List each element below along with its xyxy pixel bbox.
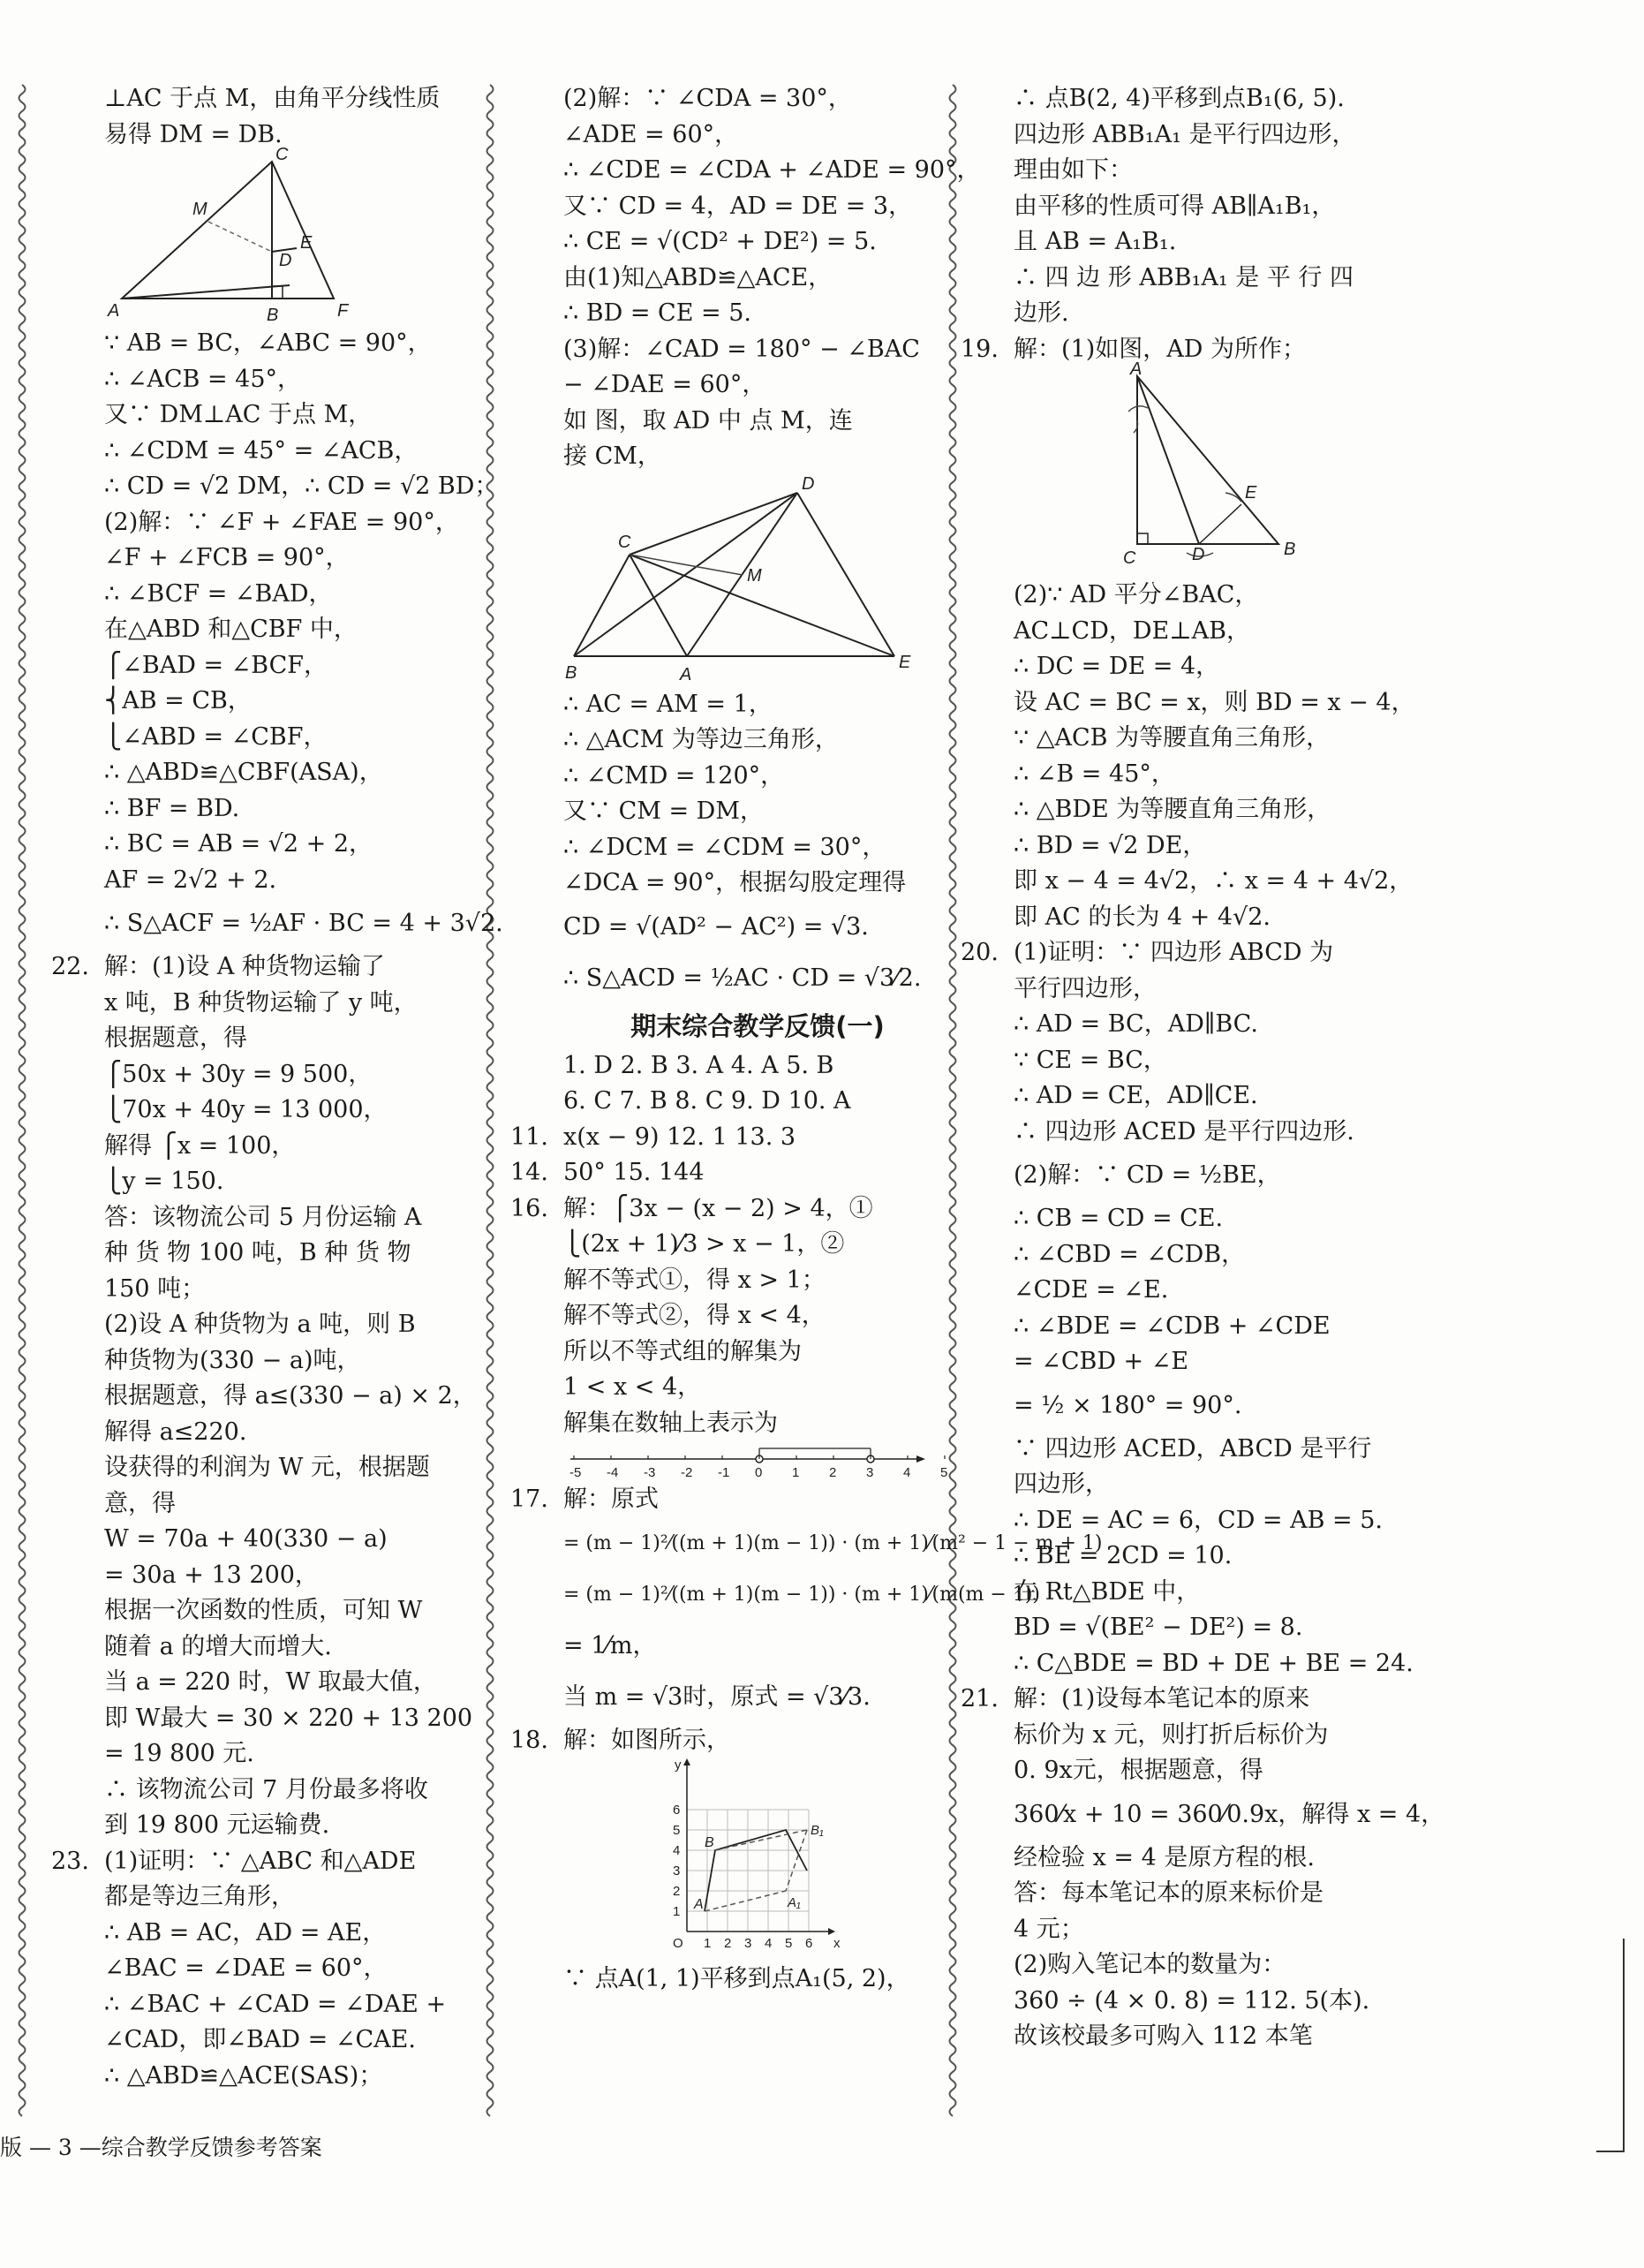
text-line: 解不等式①，得 x > 1； [563,1266,826,1294]
label-y-axis: y [675,1758,682,1773]
text-line: ∴ BD = √2 DE， [1014,831,1207,859]
text-line: 150 吨； [104,1274,206,1303]
text-line: ∴ △ABD≌△CBF(ASA)， [104,759,383,786]
label-a: A [1130,359,1143,379]
text-line: ∴ CE = √(CD² + DE²) = 5. [563,228,877,255]
label-a: A [680,664,692,684]
text-line: ⎩y = 150. [104,1168,224,1195]
text-line: ∴ CB = CD = CE. [1014,1205,1224,1232]
label-c: C [1123,548,1136,568]
text-line: ∴ ∠BAC + ∠CAD = ∠DAE + [104,1990,447,2018]
question-19 [961,332,1402,368]
text-line: ∴ ∠CDM = 45° = ∠ACB， [104,436,419,465]
text-line: 根据一次函数的性质，可知 W [104,1597,423,1624]
text-line: 故该校最多可购入 112 本笔 [1014,2022,1313,2050]
text-line: ∠ADE = 60°， [563,120,739,148]
label-e: E [300,233,313,253]
text-line: ∴ ∠CBD = ∠CDB， [1014,1240,1246,1268]
text-line: ∵ AB = BC，∠ABC = 90°， [104,329,432,357]
question-number: 19. [961,335,999,363]
text-line: 标价为 x 元，则打折后标价为 [1014,1720,1329,1749]
text-line: 且 AB = A₁B₁. [1014,228,1177,255]
text-line: ∵ △ACB 为等腰直角三角形， [1014,724,1331,752]
x-tick-label: 6 [805,1936,813,1951]
text-line: 即 AC 的长为 4 + 4√2. [1014,903,1271,931]
text-line: ⎧50x + 30y = 9 500， [104,1060,373,1088]
text-line: (2)解：∵ ∠CDA = 30°， [563,85,852,112]
label-b: B [705,1835,714,1850]
figure-quadrilateral-bcde [563,475,952,687]
x-tick-label: 5 [785,1936,793,1951]
question-21 [961,1682,1402,1718]
text-line: ∴ C△BDE = BD + DE + BE = 24. [1014,1649,1414,1677]
text-line: ∵ CE = BC， [1014,1046,1167,1074]
number-line-tick-label: -4 [607,1465,619,1480]
text-line: = (m − 1)²⁄((m + 1)(m − 1)) · (m + 1)⁄(m(m − 1)) [563,1583,1040,1606]
text-line: ∴ CD = √2 DM，∴ CD = √2 BD； [104,472,499,500]
text-line: 4 元； [1014,1915,1084,1943]
question-22 [51,949,475,986]
text-line: 即 x − 4 = 4√2，∴ x = 4 + 4√2， [1014,867,1414,895]
x-tick-label: 4 [765,1936,773,1951]
label-e: E [1245,483,1257,503]
question-18 [510,1723,952,1759]
text-line: ∴ DC = DE = 4， [1014,653,1220,680]
text-line: 都是等边三角形， [104,1883,295,1910]
text-line: 解不等式②，得 x < 4， [563,1302,826,1329]
question-23 [51,1844,475,1880]
text-line: ∴ S△ACD = ½AC · CD = √3⁄2. [563,964,922,992]
text-line: (2)∵ AD 平分∠BAC， [1014,581,1259,609]
text-line: 又∵ DM⊥AC 于点 M， [104,401,373,428]
figure-right-triangle-abc [1014,359,1402,578]
text-line: ∴ AD = BC，AD∥BC. [1014,1010,1258,1038]
text-line: ∴ DE = AC = 6，CD = AB = 5. [1014,1506,1384,1534]
text-line: = ∠CBD + ∠E [1014,1348,1189,1375]
text-line: AF = 2√2 + 2. [104,866,277,894]
text-line: = 1⁄m， [563,1631,657,1659]
text-line: ∴ AC = AM = 1， [563,690,773,718]
text-line: 在 Rt△BDE 中， [1014,1577,1201,1606]
text-line: ∴ ∠B = 45°， [1014,760,1175,788]
y-tick-label: 4 [673,1843,681,1858]
y-tick-label: 3 [673,1864,681,1879]
question-20 [961,935,1402,971]
label-d: D [1192,545,1205,564]
text-line: 答：该物流公司 5 月份运输 A [104,1203,422,1231]
text-line: 50° 15. 144 [563,1159,705,1186]
number-line-tick-label: -5 [569,1465,582,1480]
question-number: 21. [961,1685,999,1712]
text-line: (2)设 A 种货物为 a 吨，则 B [104,1311,416,1338]
text-line: (2)解：∵ ∠F + ∠FAE = 90°， [104,508,459,536]
text-line: ⎩70x + 40y = 13 000， [104,1096,388,1123]
question-11 [510,1120,952,1156]
x-tick-label: 1 [704,1936,712,1951]
number-line-tick-label: -3 [644,1465,656,1480]
text-line: (2)购入笔记本的数量为： [1014,1951,1286,1978]
text-line: 随着 a 的增大而增大. [104,1632,332,1660]
y-tick-label: 2 [673,1884,681,1899]
text-line: ∠CDE = ∠E. [1014,1276,1169,1304]
text-line: (1)证明：∵ 四边形 ABCD 为 [1014,939,1334,966]
number-line-tick-label: 0 [755,1465,763,1480]
text-line: 根据题意，得 [104,1024,247,1052]
text-line: 6. C 7. B 8. C 9. D 10. A [563,1087,851,1115]
text-line: 答：每本笔记本的原来标价是 [1014,1879,1323,1907]
text-line: 解集在数轴上表示为 [563,1409,778,1437]
text-line: 经检验 x = 4 是原方程的根. [1014,1843,1315,1871]
text-line: 接 CM， [563,442,661,470]
label-b: B [267,306,279,325]
text-line: 1 < x < 4， [563,1373,702,1401]
text-line: 解：(1)设每本笔记本的原来 [1014,1685,1310,1712]
text-line: ∴ △ABD≌△ACE(SAS)； [104,2061,383,2090]
text-line: 种货物为(330 − a)吨， [104,1346,361,1374]
text-line: ∴ △ACM 为等边三角形， [563,726,839,753]
column-divider-1 [484,85,496,2134]
text-line: ⎧∠BAD = ∠BCF， [104,651,328,679]
text-line: ∴ ∠ACB = 45°， [104,365,302,393]
text-line: ∴ 该物流公司 7 月份最多将收 [104,1775,428,1803]
text-line: 平行四边形， [1014,974,1157,1002]
y-tick-label: 5 [673,1823,681,1838]
text-line: (3)解：∠CAD = 180° − ∠BAC [563,335,920,363]
text-line: 当 a = 220 时，W 取最大值， [104,1668,437,1696]
text-line: ∴ 四边形 ACED 是平行四边形. [1014,1117,1354,1145]
text-line: ∠BAC = ∠DAE = 60°， [104,1954,388,1982]
number-line-tick-label: 3 [866,1465,874,1480]
label-b1: B₁ [811,1823,824,1838]
text-line: 所以不等式组的解集为 [563,1337,802,1365]
question-number: 23. [51,1847,89,1875]
x-tick-label: 2 [724,1936,732,1951]
text-line: 1. D 2. B 3. A 4. A 5. B [563,1051,834,1079]
text-line: 到 19 800 元运输费. [104,1811,330,1839]
question-number: 20. [961,939,999,966]
number-line-tick-label: 1 [792,1465,800,1480]
text-line: ∵ 点A(1, 1)平移到点A₁(5, 2)， [563,1965,910,1992]
text-line: 又∵ CM = DM， [563,798,764,825]
text-line: ∴ BC = AB = √2 + 2， [104,830,373,858]
text-line: 易得 DM = DB. [104,120,283,148]
question-number: 14. [510,1159,548,1186]
text-line: 解：如图所示， [563,1726,730,1754]
text-line: = ½ × 180° = 90°. [1014,1391,1242,1419]
text-line: 解得 ⎧x = 100， [104,1131,296,1160]
text-line: 解得 a≤220. [104,1418,247,1446]
text-line: 理由如下： [1014,156,1133,184]
text-line: W = 70a + 40(330 − a) [104,1525,388,1553]
text-line: 由平移的性质可得 AB∥A₁B₁， [1014,192,1336,220]
text-line: ∴ ∠BDE = ∠CDB + ∠CDE [1014,1312,1331,1340]
text-line: ⊥AC 于点 M，由角平分线性质 [104,85,441,112]
number-line-tick-label: 2 [829,1465,837,1480]
text-line: ∵ 四边形 ACED，ABCD 是平行 [1014,1434,1372,1463]
text-line: ∴ ∠DCM = ∠CDM = 30°， [563,833,886,861]
text-line: = 30a + 13 200， [104,1561,319,1589]
answer-column-1 [51,81,503,2094]
text-line: − ∠DAE = 60°， [563,371,766,398]
text-line: ∴ BE = 2CD = 10. [1014,1542,1233,1569]
text-line: (2)解：∵ CD = ½BE， [1014,1161,1281,1189]
text-line: 解：⎧3x − (x − 2) > 4，① [563,1194,873,1222]
text-line: ∴ 四 边 形 ABB₁A₁ 是 平 行 四 [1014,263,1354,291]
text-line: x(x − 9) 12. 1 13. 3 [563,1123,796,1151]
text-line: 设 AC = BC = x，则 BD = x − 4， [1014,688,1415,716]
text-line: ∴ ∠BCF = ∠BAD， [104,579,333,608]
question-16 [510,1191,952,1228]
y-tick-label: 1 [673,1904,681,1919]
y-tick-label: 6 [673,1803,681,1818]
question-14 [510,1155,952,1191]
text-line: 即 W最大 = 30 × 220 + 13 200 [104,1704,473,1732]
text-line: 由(1)知△ABD≌△ACE， [563,263,833,291]
label-a1: A₁ [788,1895,801,1910]
label-d: D [279,251,292,270]
question-number: 16. [510,1194,548,1222]
x-tick-label: 3 [744,1936,752,1951]
number-line-tick-label: 4 [903,1465,911,1480]
page-footer: 版 — 3 —综合教学反馈参考答案 [0,2135,322,2160]
label-b: B [565,662,577,683]
text-line: 解：(1)如图，AD 为所作； [1014,335,1306,363]
text-line: BD = √(BE² − DE²) = 8. [1014,1614,1303,1641]
text-line: 种 货 物 100 吨，B 种 货 物 [104,1239,411,1266]
text-line: 边形. [1014,299,1069,327]
text-line: ⎩∠ABD = ∠CBF， [104,722,328,751]
question-number: 22. [51,953,89,980]
coordinate-grid [563,1758,952,1962]
text-line: ∴ ∠CDE = ∠CDA + ∠ADE = 90°， [563,156,981,184]
question-number: 17. [510,1486,548,1513]
text-line: 意，得 [104,1489,176,1517]
label-b: B [1284,540,1296,559]
label-f: F [337,301,349,321]
label-e: E [899,652,911,672]
text-line: x 吨，B 种货物运输了 y 吨， [104,988,418,1017]
text-line: ∴ AB = AC，AD = AE， [104,1918,387,1947]
text-line: CD = √(AD² − AC²) = √3. [563,912,869,941]
text-line: ∴ △BDE 为等腰直角三角形， [1014,796,1331,823]
question-17 [510,1482,952,1518]
text-line: 0. 9x元，根据题意，得 [1014,1757,1263,1784]
text-line: (1)证明：∵ △ABC 和△ADE [104,1847,417,1875]
label-x-axis: x [833,1936,841,1951]
number-line-tick-label: -2 [681,1465,693,1480]
number-line-tick-label: 5 [940,1465,948,1480]
text-line: 在△ABD 和△CBF 中， [104,616,358,643]
text-line: 根据题意，得 a≤(330 − a) × 2， [104,1382,477,1410]
label-a: A [694,1897,704,1912]
number-line-tick-label: -1 [718,1465,730,1480]
text-line: ∠F + ∠FCB = 90°， [104,544,350,571]
text-line: 解：(1)设 A 种货物运输了 [104,953,385,980]
question-number: 11. [510,1123,548,1151]
text-line: ⎩(2x + 1)⁄3 > x − 1，② [563,1230,845,1258]
column-divider-left [16,85,28,2134]
text-line: 四边形， [1014,1470,1109,1498]
question-number: 18. [510,1726,548,1754]
text-line: 360 ÷ (4 × 0. 8) = 112. 5(本). [1014,1986,1370,2015]
text-line: ⎨AB = CB， [104,687,252,714]
figure-triangle-acf [104,145,475,326]
text-line: = 19 800 元. [104,1740,254,1767]
number-line [563,1441,952,1482]
text-line: ∠CAD，即∠BAD = ∠CAE. [104,2026,416,2053]
text-line: 当 m = √3时，原式 = √3⁄3. [563,1682,871,1711]
text-line: ∴ 点B(2, 4)平移到点B₁(6, 5). [1014,85,1345,112]
text-line: 设获得的利润为 W 元，根据题 [104,1454,430,1481]
text-line: 解：原式 [563,1486,659,1513]
text-line: ∠DCA = 90°，根据勾股定理得 [563,869,907,896]
text-line: 如 图，取 AD 中 点 M，连 [563,406,853,435]
label-c: C [275,145,289,164]
crop-mark [1596,1939,1625,2152]
text-line: 360⁄x + 10 = 360⁄0.9x，解得 x = 4， [1014,1800,1445,1828]
label-origin: O [673,1936,683,1951]
label-c: C [618,532,631,552]
text-line: 四边形 ABB₁A₁ 是平行四边形， [1014,120,1356,148]
text-line: ∴ BD = CE = 5. [563,299,751,327]
label-a: A [108,301,120,321]
text-line: AC⊥CD，DE⊥AB， [1014,616,1250,645]
section-title: 期末综合教学反馈(一) [630,1010,885,1041]
label-m: M [192,200,207,219]
label-d: D [802,473,815,494]
text-line: ∴ BF = BD. [104,794,240,822]
text-line: = (m − 1)²⁄((m + 1)(m − 1)) · (m + 1)⁄(m² − 1 − m + 1) [563,1531,1103,1554]
text-line: ∴ AD = CE，AD∥CE. [1014,1082,1258,1109]
text-line: ∴ ∠CMD = 120°， [563,761,785,790]
text-line: ∴ S△ACF = ½AF · BC = 4 + 3√2. [104,910,503,937]
label-m: M [747,565,762,586]
text-line: 又∵ CD = 4，AD = DE = 3， [563,192,913,220]
answer-column-3 [961,81,1445,2055]
